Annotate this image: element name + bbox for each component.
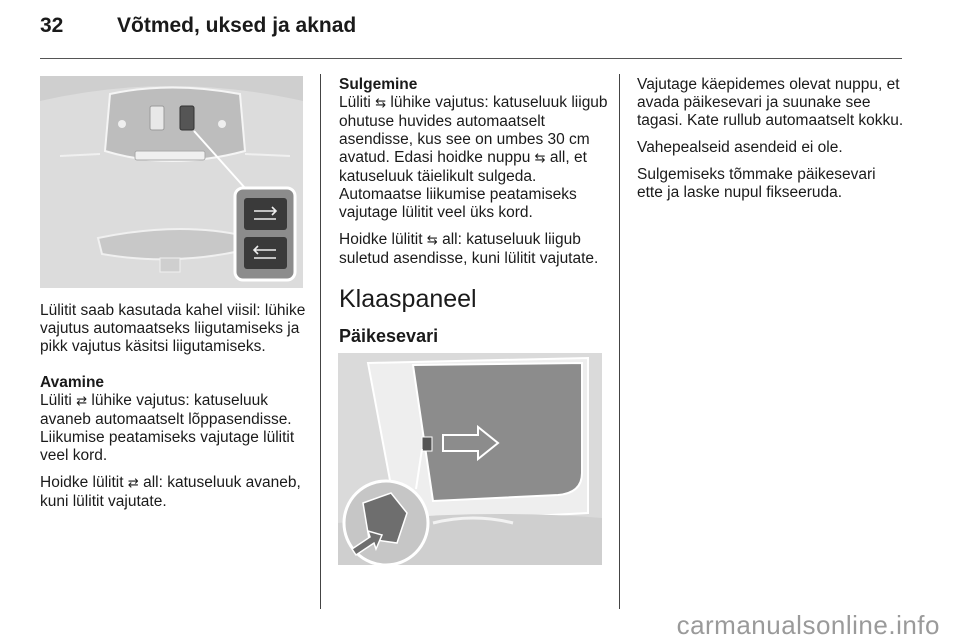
page-number: 32 bbox=[40, 14, 64, 37]
closing-p1-start: Lüliti bbox=[339, 94, 371, 111]
closing-paragraph-1 bbox=[339, 94, 609, 222]
opening-p2-start: Hoidke lülitit bbox=[40, 474, 124, 491]
section-heading: Klaaspaneel bbox=[339, 285, 477, 313]
sunblind-drawing bbox=[338, 353, 602, 565]
closing-p2-start: Hoidke lülitit bbox=[339, 231, 423, 248]
opening-p2-end: all: katuseluuk avaneb, kuni lülitit vajutate. bbox=[40, 474, 301, 510]
closing-paragraph-2 bbox=[339, 231, 609, 268]
chapter-title: Võtmed, uksed ja aknad bbox=[117, 14, 357, 37]
right-column bbox=[637, 76, 905, 211]
opening-p1-start: Lüliti bbox=[40, 392, 72, 409]
closing-p2-end: all: katuseluuk liigub suletud asendisse, kuni lülitit vajutate. bbox=[339, 231, 599, 267]
close-switch-icon: ⇆ bbox=[534, 151, 546, 166]
overhead-console-illustration bbox=[40, 76, 303, 288]
right-paragraph-1: Vajutage käepidemes olevat nuppu, et avada päikesevari ja suunake see tagasi. Kate rullub automaatselt kokku. bbox=[637, 76, 904, 129]
right-paragraph-2: Vahepealseid asendeid ei ole. bbox=[637, 139, 843, 156]
closing-p1-middle: lühike vajutus: katuseluuk liigub ohutuse huvides automaatselt asendisse, kus see on umbes 30 cm avatud. Edasi hoidke nuppu bbox=[339, 94, 608, 166]
intro-paragraph: Lülitit saab kasutada kahel viisil: lühike vajutus automaatseks liigutamiseks ja pikk vajutus käsitsi liigutamiseks. bbox=[40, 302, 306, 355]
left-column bbox=[40, 302, 308, 520]
open-switch-icon: ⇄ bbox=[76, 394, 88, 409]
column-divider-1 bbox=[320, 74, 321, 609]
opening-paragraph-2 bbox=[40, 474, 308, 511]
closing-p1-end: all, et katuseluuk täielikult sulgeda. Automaatse liikumise peatamiseks vajutage lülitit veel üks kord. bbox=[339, 149, 587, 221]
column-divider-2 bbox=[619, 74, 620, 609]
opening-heading: Avamine bbox=[40, 374, 105, 391]
subsection-heading: Päikesevari bbox=[339, 326, 439, 346]
watermark: carmanualsonline.info bbox=[676, 610, 940, 640]
opening-paragraph-1 bbox=[40, 392, 308, 465]
closing-heading: Sulgemine bbox=[339, 76, 418, 93]
overhead-console-drawing bbox=[40, 76, 303, 288]
open-switch-icon: ⇄ bbox=[127, 476, 139, 491]
close-switch-icon: ⇆ bbox=[426, 233, 438, 248]
page-header bbox=[40, 14, 902, 48]
sunblind-illustration bbox=[338, 353, 602, 565]
close-switch-icon: ⇆ bbox=[375, 96, 387, 111]
middle-column bbox=[339, 76, 609, 357]
opening-p1-end: lühike vajutus: katuseluuk avaneb automaatselt lõppasendisse. Liikumise peatamiseks vajutage lülitit veel kord. bbox=[40, 392, 295, 464]
header-rule bbox=[40, 58, 902, 59]
right-paragraph-3: Sulgemiseks tõmmake päikesevari ette ja laske nupul fikseeruda. bbox=[637, 166, 876, 201]
